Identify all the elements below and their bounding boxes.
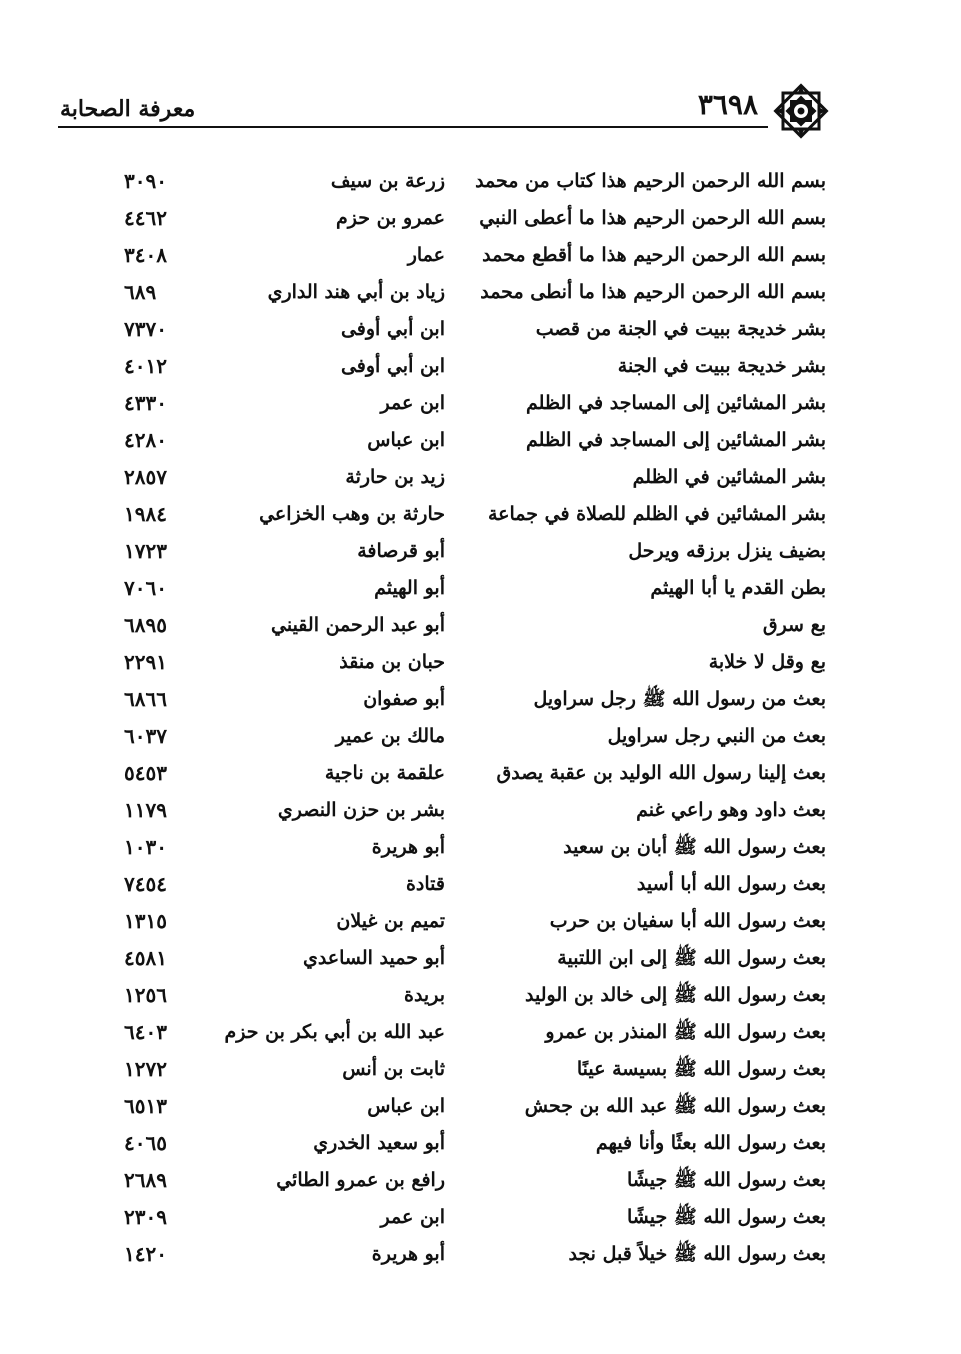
index-row [0, 903, 961, 940]
narrator-name: تميم بن غيلان [336, 910, 445, 932]
index-row [0, 607, 961, 644]
narrator-name: ابن عمر [380, 392, 445, 414]
index-row [0, 792, 961, 829]
narrator-name: أبو الهيثم [374, 577, 445, 599]
hadith-number: ١٩٨٤ [124, 502, 167, 526]
hadith-incipit: بسم الله الرحمن الرحيم هذا ما أقطع محمد [482, 244, 826, 266]
hadith-number: ٢٢٩١ [124, 650, 167, 674]
index-row [0, 459, 961, 496]
hadith-number: ٤٣٣٠ [124, 391, 167, 415]
index-row [0, 755, 961, 792]
hadith-incipit: بشر المشائين إلى المساجد في الظلم [526, 392, 826, 414]
narrator-name: علقمة بن ناجية [324, 762, 445, 784]
index-row [0, 977, 961, 1014]
hadith-number: ٢٦٨٩ [124, 1168, 167, 1192]
running-header [58, 86, 826, 128]
hadith-incipit: بشر خديجة ببيت في الجنة [617, 355, 826, 377]
hadith-number: ١٢٧٢ [124, 1057, 167, 1081]
index-row [0, 829, 961, 866]
index-row [0, 533, 961, 570]
hadith-incipit: بعث رسول الله أبا أسيد [636, 873, 826, 895]
hadith-incipit: بعث رسول الله ﷺ إلى ابن اللتبية [557, 947, 826, 969]
page-number: ٣٦٩٨ [697, 88, 758, 121]
index-row [0, 274, 961, 311]
index-row [0, 1051, 961, 1088]
narrator-name: ثابت بن أنس [342, 1058, 445, 1080]
hadith-number: ٤٠١٢ [124, 354, 167, 378]
narrator-name: ابن أبي أوفى [340, 355, 445, 377]
index-row [0, 1014, 961, 1051]
narrator-name: عمار [407, 244, 445, 266]
hadith-incipit: بع سرق [762, 614, 826, 636]
hadith-number: ١٧٢٣ [124, 539, 167, 563]
index-row [0, 422, 961, 459]
hadith-incipit: بشر المشائين إلى المساجد في الظلم [526, 429, 826, 451]
narrator-name: عبد الله بن أبي بكر بن حزم [224, 1021, 445, 1043]
narrator-name: ابن عمر [380, 1206, 445, 1228]
hadith-incipit: بعث داود وهو راعي غنم [636, 799, 826, 821]
hadith-incipit: بعث رسول الله ﷺ بسيسة عينًا [576, 1058, 826, 1080]
hadith-incipit: بشر خديجة ببيت في الجنة من قصب [535, 318, 826, 340]
hadith-incipit: بعث رسول الله ﷺ المنذر بن عمرو [545, 1021, 826, 1043]
hadith-incipit: بعث إلينا رسول الله الوليد بن عقبة يصدق [496, 762, 826, 784]
narrator-name: أبو عبد الرحمن القيني [271, 614, 445, 636]
hadith-number: ٦٨٩ [124, 280, 157, 304]
narrator-name: بريدة [404, 984, 445, 1006]
narrator-name: أبو حميد الساعدي [302, 947, 445, 969]
hadith-number: ٦٨٦٦ [124, 687, 167, 711]
hadith-incipit: بشر المشائين في الظلم [632, 466, 826, 488]
index-row [0, 940, 961, 977]
index-row [0, 1088, 961, 1125]
index-row [0, 1236, 961, 1273]
narrator-name: أبو قرصافة [357, 540, 445, 562]
book-title: معرفة الصحابة [60, 96, 196, 122]
index-row [0, 681, 961, 718]
narrator-name: قتادة [405, 873, 445, 895]
index-row [0, 348, 961, 385]
narrator-name: ابن أبي أوفى [340, 318, 445, 340]
index-row [0, 385, 961, 422]
narrator-name: أبو سعيد الخدري [313, 1132, 445, 1154]
hadith-incipit: بعث رسول الله بعثًا وأنا فيهم [595, 1132, 826, 1154]
hadith-incipit: بعث رسول الله ﷺ جيشًا [627, 1206, 826, 1228]
hadith-number: ٦٨٩٥ [124, 613, 167, 637]
hadith-number: ٤٠٦٥ [124, 1131, 167, 1155]
hadith-incipit: بضيف ينزل برزقه ويرحل [628, 540, 826, 562]
narrator-name: زياد بن أبي هند الداري [267, 281, 445, 303]
hadith-incipit: بع وقل لا خلابة [708, 651, 826, 673]
hadith-number: ٦٤٠٣ [124, 1020, 167, 1044]
hadith-incipit: بعث رسول الله ﷺ جيشًا [627, 1169, 826, 1191]
index-row [0, 644, 961, 681]
hadith-incipit: بسم الله الرحمن الرحيم هذا كتاب من محمد [475, 170, 826, 192]
hadith-incipit: بعث رسول الله أبا سفيان بن حرب [549, 910, 826, 932]
index-row [0, 1162, 961, 1199]
index-row [0, 1125, 961, 1162]
hadith-incipit: بعث رسول الله ﷺ إلى خالد بن الوليد [525, 984, 826, 1006]
index-row [0, 496, 961, 533]
hadith-index-list [0, 163, 961, 1273]
hadith-number: ١٣١٥ [124, 909, 167, 933]
hadith-number: ١٢٥٦ [124, 983, 167, 1007]
index-row [0, 866, 961, 903]
hadith-incipit: بعث رسول الله ﷺ خيلاً قبل نجد [568, 1243, 826, 1265]
index-row [0, 718, 961, 755]
hadith-number: ٣٤٠٨ [124, 243, 167, 267]
hadith-number: ٢٣٠٩ [124, 1205, 167, 1229]
index-row [0, 1199, 961, 1236]
index-row [0, 163, 961, 200]
hadith-number: ٦٥١٣ [124, 1094, 167, 1118]
hadith-number: ٤٤٦٢ [124, 206, 167, 230]
octagram-ornament-icon [770, 80, 832, 142]
narrator-name: أبو صفوان [363, 688, 445, 710]
narrator-name: ابن عباس [367, 1095, 445, 1117]
hadith-incipit: بعث رسول الله ﷺ أبان بن سعيد [563, 836, 826, 858]
hadith-number: ٢٨٥٧ [124, 465, 167, 489]
hadith-number: ٧٠٦٠ [124, 576, 167, 600]
index-row [0, 200, 961, 237]
narrator-name: أبو هريرة [371, 836, 445, 858]
hadith-number: ١٤٢٠ [124, 1242, 167, 1266]
hadith-incipit: بعث من النبي رجل سراويل [607, 725, 826, 747]
narrator-name: عمرو بن حزم [336, 207, 445, 229]
hadith-incipit: بعث رسول الله ﷺ عبد الله بن جحش [524, 1095, 826, 1117]
narrator-name: مالك بن عمير [335, 725, 445, 747]
index-row [0, 311, 961, 348]
hadith-incipit: بسم الله الرحمن الرحيم هذا ما أعطى النبي [479, 207, 826, 229]
narrator-name: حبان بن منقذ [339, 651, 445, 673]
hadith-number: ٧٤٥٤ [124, 872, 167, 896]
hadith-incipit: بعث من رسول الله ﷺ رجل سراويل [533, 688, 826, 710]
narrator-name: رافع بن عمرو الطائي [276, 1169, 445, 1191]
index-row [0, 570, 961, 607]
hadith-number: ٤٢٨٠ [124, 428, 167, 452]
narrator-name: زرعة بن سيف [330, 170, 445, 192]
hadith-number: ٧٣٧٠ [124, 317, 167, 341]
hadith-number: ٦٠٣٧ [124, 724, 167, 748]
index-row [0, 237, 961, 274]
hadith-incipit: بطن القدم يا أبا الهيثم [650, 577, 826, 599]
hadith-number: ١١٧٩ [124, 798, 167, 822]
hadith-incipit: بشر المشائين في الظلم للصلاة في جماعة [487, 503, 826, 525]
hadith-number: ٤٥٨١ [124, 946, 167, 970]
header-rule [58, 126, 768, 128]
hadith-incipit: بسم الله الرحمن الرحيم هذا ما أنطى محمد [480, 281, 826, 303]
narrator-name: أبو هريرة [371, 1243, 445, 1265]
narrator-name: بشر بن حزن النصري [277, 799, 445, 821]
hadith-number: ٣٠٩٠ [124, 169, 167, 193]
narrator-name: حارثة بن وهب الخزاعي [259, 503, 445, 525]
narrator-name: زيد بن حارثة [345, 466, 445, 488]
hadith-number: ٥٤٥٣ [124, 761, 167, 785]
hadith-number: ١٠٣٠ [124, 835, 167, 859]
narrator-name: ابن عباس [367, 429, 445, 451]
